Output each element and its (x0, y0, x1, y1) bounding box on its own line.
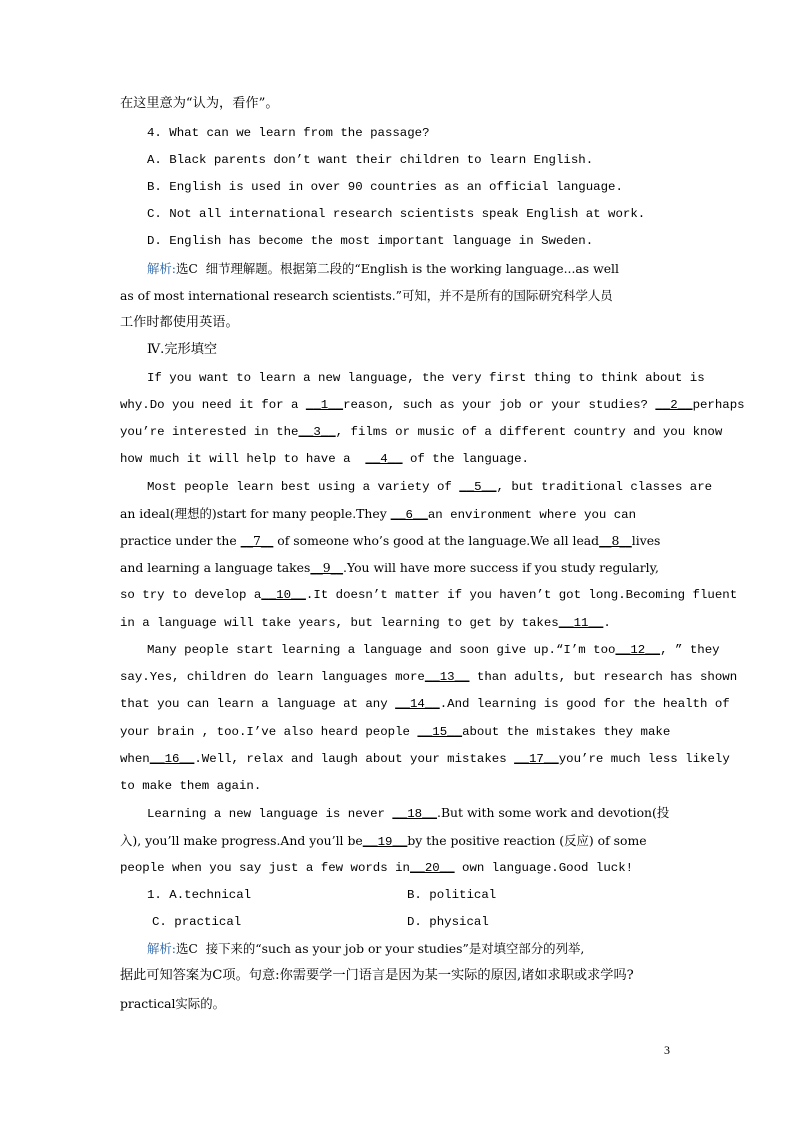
passage-line: say.Yes, children do learn languages more__13__ than adults, but research has shown (120, 670, 738, 684)
passage-line: 入), you’ll make progress.And you’ll be__19__by the positive reaction (反应) of some (120, 833, 647, 849)
blank-18: __18__ (392, 807, 437, 821)
passage-line: and learning a language takes__9__.You will have more success if you study regularly, (120, 560, 659, 575)
question-4-option-d: D. English has become the most important language in Sweden. (147, 234, 594, 248)
blank-4: __4__ (365, 452, 403, 466)
section-title: Ⅳ.完形填空 (147, 342, 218, 357)
question-1-option-a: 1. A.technical (147, 888, 252, 902)
passage-line: when__16__.Well, relax and laugh about your mistakes __17__you’re much less likely (120, 752, 730, 766)
passage-line: If you want to learn a new language, the very first thing to think about is (147, 371, 705, 385)
analysis-2-line-2: 据此可知答案为C项。句意:你需要学一门语言是因为某一实际的原因,诸如求职或求学吗? (120, 968, 634, 983)
question-4-option-a: A. Black parents don’t want their children to learn English. (147, 153, 594, 167)
blank-2: __2__ (655, 398, 693, 412)
analysis-2-line-3: practical实际的。 (120, 996, 225, 1011)
analysis-2-line-1: 解析:选C 接下来的“such as your job or your studies”是对填空部分的列举, (147, 941, 585, 956)
analysis-label: 解析: (147, 941, 176, 956)
passage-line: Most people learn best using a variety of __5__, but traditional classes are (147, 480, 713, 494)
analysis-label: 解析: (147, 261, 176, 276)
analysis-1-line-1: 解析:选C 细节理解题。根据第二段的“English is the working language...as well (147, 261, 619, 276)
blank-15: __15__ (417, 725, 463, 739)
page-number: 3 (664, 1043, 670, 1057)
passage-line: an ideal(理想的)start for many people.They __6__an environment where you can (120, 506, 637, 522)
question-4-stem: 4. What can we learn from the passage? (147, 126, 430, 140)
passage-line: Learning a new language is never __18__.But with some work and devotion(投 (147, 805, 670, 821)
blank-6: __6__ (390, 508, 428, 522)
analysis-1-line-3: 工作时都使用英语。 (120, 315, 239, 330)
blank-13: __13__ (424, 670, 470, 684)
blank-8: __8__ (599, 533, 632, 548)
intro-line: 在这里意为“认为，看作”。 (120, 96, 279, 111)
passage-line: why.Do you need it for a __1__reason, such as your job or your studies? __2__perhaps (120, 398, 745, 412)
question-1-option-c: C. practical (152, 915, 242, 929)
blank-12: __12__ (615, 643, 661, 657)
blank-19: __19__ (362, 835, 408, 849)
blank-7: __7__ (240, 533, 274, 548)
blank-10: __10__ (261, 588, 306, 602)
blank-3: __3__ (298, 425, 336, 439)
passage-line: that you can learn a language at any __14__.And learning is good for the health of (120, 697, 730, 711)
blank-1: __1__ (305, 398, 344, 412)
passage-line: Many people start learning a language and soon give up.“I’m too__12__, ” they (147, 643, 720, 657)
passage-line: in a language will take years, but learning to get by takes__11__. (120, 616, 611, 630)
blank-14: __14__ (395, 697, 440, 711)
question-4-option-b: B. English is used in over 90 countries as an official language. (147, 180, 623, 194)
question-4-option-c: C. Not all international research scientists speak English at work. (147, 207, 646, 221)
blank-20: __20__ (410, 861, 455, 875)
passage-line: your brain , too.I’ve also heard people __15__about the mistakes they make (120, 725, 671, 739)
question-1-option-d: D. physical (407, 915, 489, 929)
passage-line: so try to develop a__10__.It doesn’t matter if you haven’t got long.Becoming fluent (120, 588, 738, 602)
passage-line: people when you say just a few words in__20__ own language.Good luck! (120, 861, 634, 875)
question-1-option-b: B. political (407, 888, 497, 902)
blank-17: __17__ (514, 752, 559, 766)
passage-line: to make them again. (120, 779, 262, 793)
blank-5: __5__ (459, 480, 497, 494)
blank-9: __9__ (310, 560, 344, 575)
passage-line: how much it will help to have a __4__ of the language. (120, 452, 529, 466)
passage-line: practice under the __7__ of someone who’s good at the language.We all lead__8__lives (120, 533, 661, 548)
blank-16: __16__ (149, 752, 195, 766)
blank-11: __11__ (558, 616, 604, 630)
analysis-1-line-2: as of most international research scientists.”可知，并不是所有的国际研究科学人员 (120, 288, 613, 303)
passage-line: you’re interested in the__3__, films or music of a different country and you know (120, 425, 723, 439)
